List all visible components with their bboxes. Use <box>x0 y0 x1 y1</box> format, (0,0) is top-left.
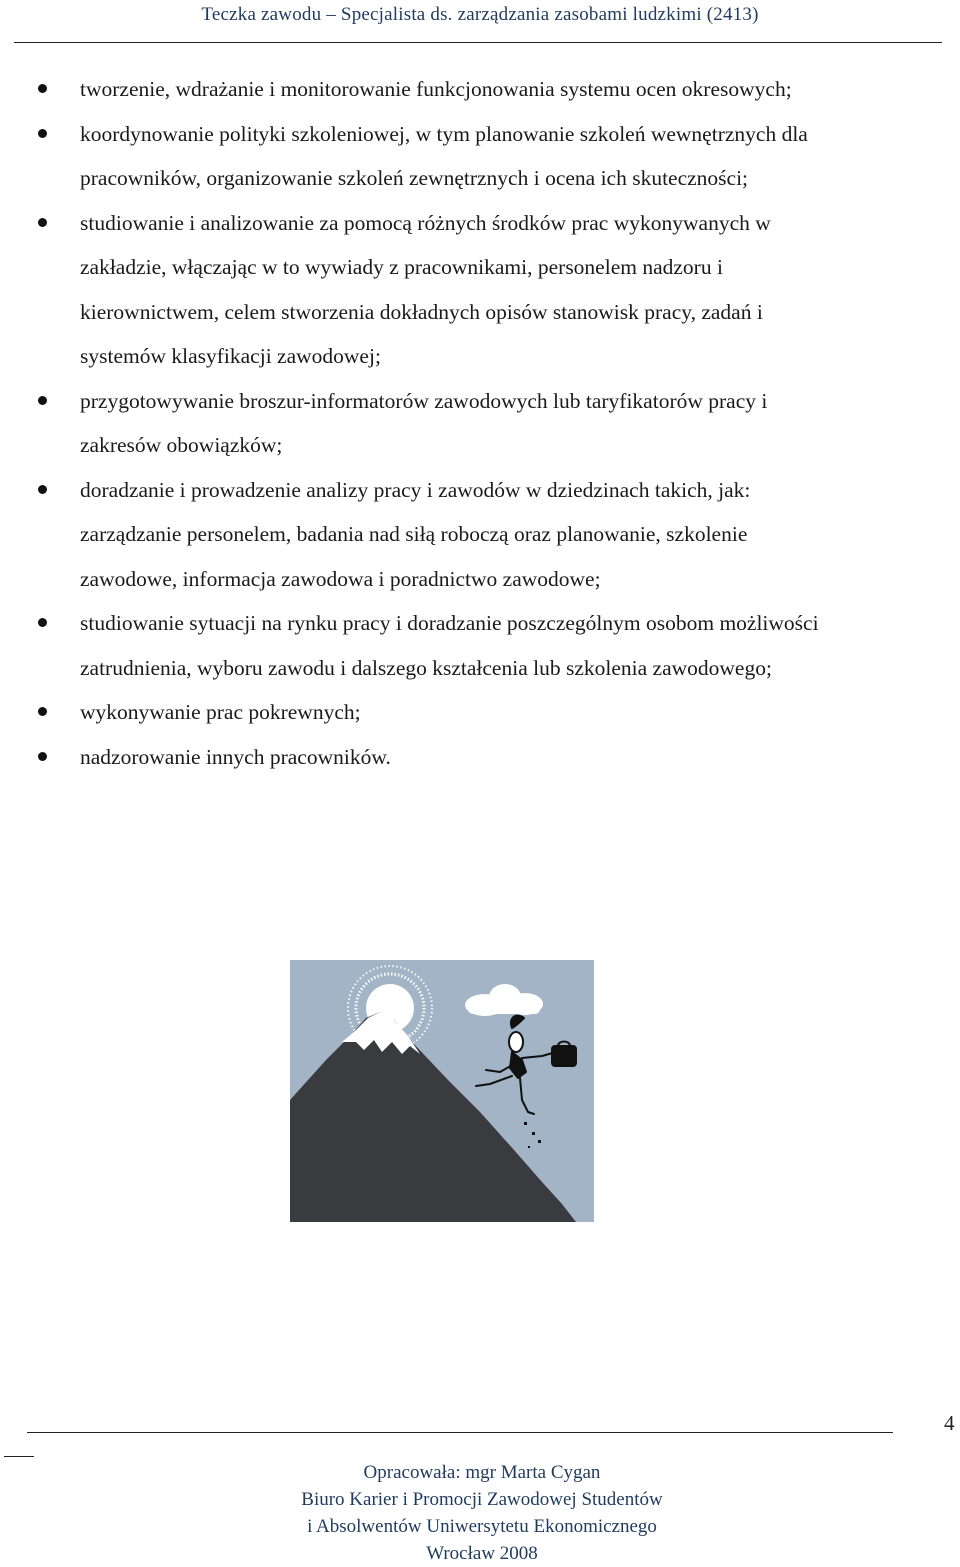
bullet-icon <box>38 396 47 405</box>
footer-office-line-2: i Absolwentów Uniwersytetu Ekonomicznego <box>307 1516 657 1537</box>
list-item <box>0 468 960 602</box>
footer-divider-stub <box>4 1456 34 1457</box>
list-item-text: zarządzanie personelem, badania nad siłą roboczą oraz planowanie, szkolenie <box>80 522 748 546</box>
list-item-text: systemów klasyfikacji zawodowej; <box>80 344 381 368</box>
page-header: Teczka zawodu – Specjalista ds. zarządzania zasobami ludzkimi (2413) <box>201 4 759 25</box>
header-divider <box>14 42 942 43</box>
list-item-text: kierownictwem, celem stworzenia dokładnych opisów stanowisk pracy, zadań i <box>80 299 763 324</box>
list-item <box>0 690 960 735</box>
footer-author: Opracowała: mgr Marta Cygan <box>363 1462 601 1483</box>
list-item-text: wykonywanie prac pokrewnych; <box>80 700 361 724</box>
bullet-icon <box>38 485 47 494</box>
task-list <box>0 67 960 779</box>
list-item-text: tworzenie, wdrażanie i monitorowanie funkcjonowania systemu ocen okresowych; <box>80 77 792 101</box>
list-item-text: studiowanie i analizowanie za pomocą różnych środków prac wykonywanych w <box>80 210 771 235</box>
list-item-text: zawodowe, informacja zawodowa i poradnictwo zawodowe; <box>80 566 601 591</box>
footer-place-year: Wrocław 2008 <box>426 1543 538 1564</box>
footer-divider <box>27 1432 893 1433</box>
bullet-icon <box>38 707 47 716</box>
list-item <box>0 67 960 112</box>
bullet-icon <box>38 218 47 227</box>
list-item-text: zatrudnienia, wyboru zawodu i dalszego kształcenia lub szkolenia zawodowego; <box>80 655 772 680</box>
list-item-text: nadzorowanie innych pracowników. <box>80 744 391 769</box>
list-item-text: koordynowanie polityki szkoleniowej, w tym planowanie szkoleń wewnętrznych dla <box>80 121 808 146</box>
list-item-text: przygotowywanie broszur-informatorów zawodowych lub taryfikatorów pracy i <box>80 388 768 413</box>
list-item-text: studiowanie sytuacji na rynku pracy i doradzanie poszczególnym osobom możliwości <box>80 611 819 635</box>
bullet-icon <box>38 752 47 761</box>
list-item <box>0 201 960 379</box>
bullet-icon <box>38 618 47 627</box>
page-number: 4 <box>944 1411 955 1435</box>
list-item <box>0 735 960 780</box>
page-footer <box>0 1459 960 1567</box>
mountain-climber-illustration <box>290 960 594 1222</box>
bullet-icon <box>38 129 47 138</box>
list-item <box>0 112 960 201</box>
list-item <box>0 601 960 690</box>
list-item-text: zakładzie, włączając w to wywiady z pracownikami, personelem nadzoru i <box>80 255 723 279</box>
list-item <box>0 379 960 468</box>
bullet-icon <box>38 84 47 93</box>
footer-office-line-1: Biuro Karier i Promocji Zawodowej Studentów <box>301 1489 663 1510</box>
list-item-text: doradzanie i prowadzenie analizy pracy i zawodów w dziedzinach takich, jak: <box>80 477 751 502</box>
list-item-text: zakresów obowiązków; <box>80 433 283 457</box>
list-item-text: pracowników, organizowanie szkoleń zewnętrznych i ocena ich skuteczności; <box>80 166 749 190</box>
